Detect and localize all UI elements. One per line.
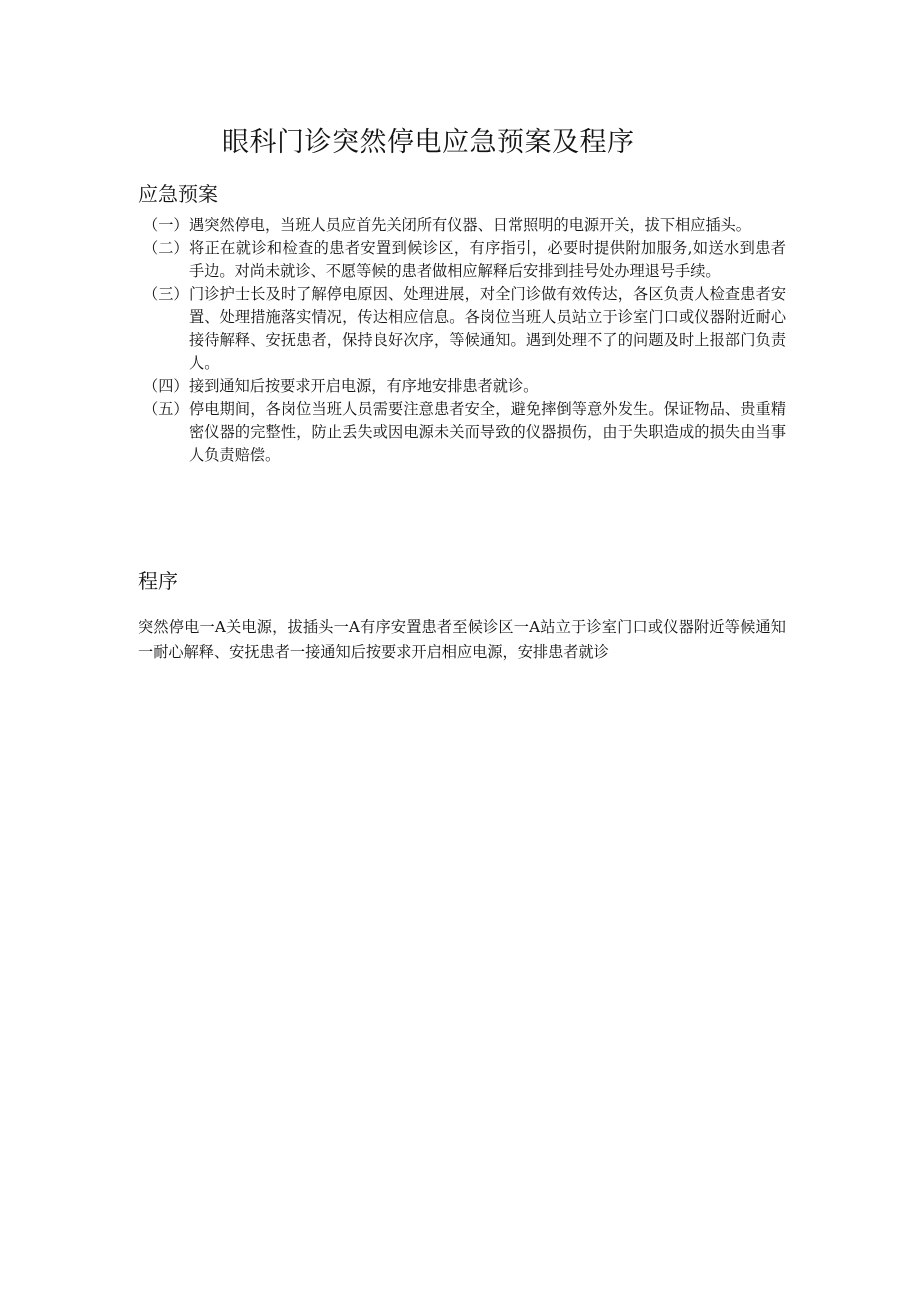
section-heading-procedure: 程序 <box>138 569 178 593</box>
list-item-number: （四） <box>143 377 189 395</box>
list-item-text: 遇突然停电，当班人员应首先关闭所有仪器、日常照明的电源开关，拔下相应插头。 <box>189 216 751 234</box>
list-item <box>143 237 786 283</box>
list-item-text: 将正在就诊和检查的患者安置到候诊区，有序指引，必要时提供附加服务,如送水到患者手边。对尚未就诊、不愿等候的患者做相应解释后安排到挂号处办理退号手续。 <box>189 239 786 280</box>
list-item <box>143 283 786 375</box>
list-item <box>143 375 786 398</box>
list-item-text: 停电期间，各岗位当班人员需要注意患者安全，避免摔倒等意外发生。保证物品、贵重精密仪器的完整性，防止丢失或因电源未关而导致的仪器损伤，由于失职造成的损失由当事人负责赔偿。 <box>189 400 786 464</box>
emergency-plan-list <box>143 214 786 467</box>
procedure-text: 突然停电一A关电源，拔插头一A有序安置患者至候诊区一A站立于诊室门口或仪器附近等候通知一耐心解释、安抚患者一接通知后按要求开启相应电源，安排患者就诊 <box>138 618 786 662</box>
document-title: 眼科门诊突然停电应急预案及程序 <box>222 127 635 158</box>
list-item-number: （一） <box>143 216 189 234</box>
list-item-text: 接到通知后按要求开启电源，有序地安排患者就诊。 <box>189 377 539 395</box>
list-item-number: （二） <box>143 239 189 257</box>
list-item <box>143 214 786 237</box>
list-item-number: （五） <box>143 400 189 418</box>
list-item-text: 门诊护士长及时了解停电原因、处理进展，对全门诊做有效传达，各区负责人检查患者安置、处理措施落实情况，传达相应信息。各岗位当班人员站立于诊室门口或仪器附近耐心接待解释、安抚患者，保持良好次序，等候通知。遇到处理不了的问题及时上报部门负责人。 <box>189 285 786 372</box>
list-item-number: （三） <box>143 285 189 303</box>
section-heading-emergency-plan: 应急预案 <box>138 182 218 206</box>
list-item <box>143 398 786 467</box>
